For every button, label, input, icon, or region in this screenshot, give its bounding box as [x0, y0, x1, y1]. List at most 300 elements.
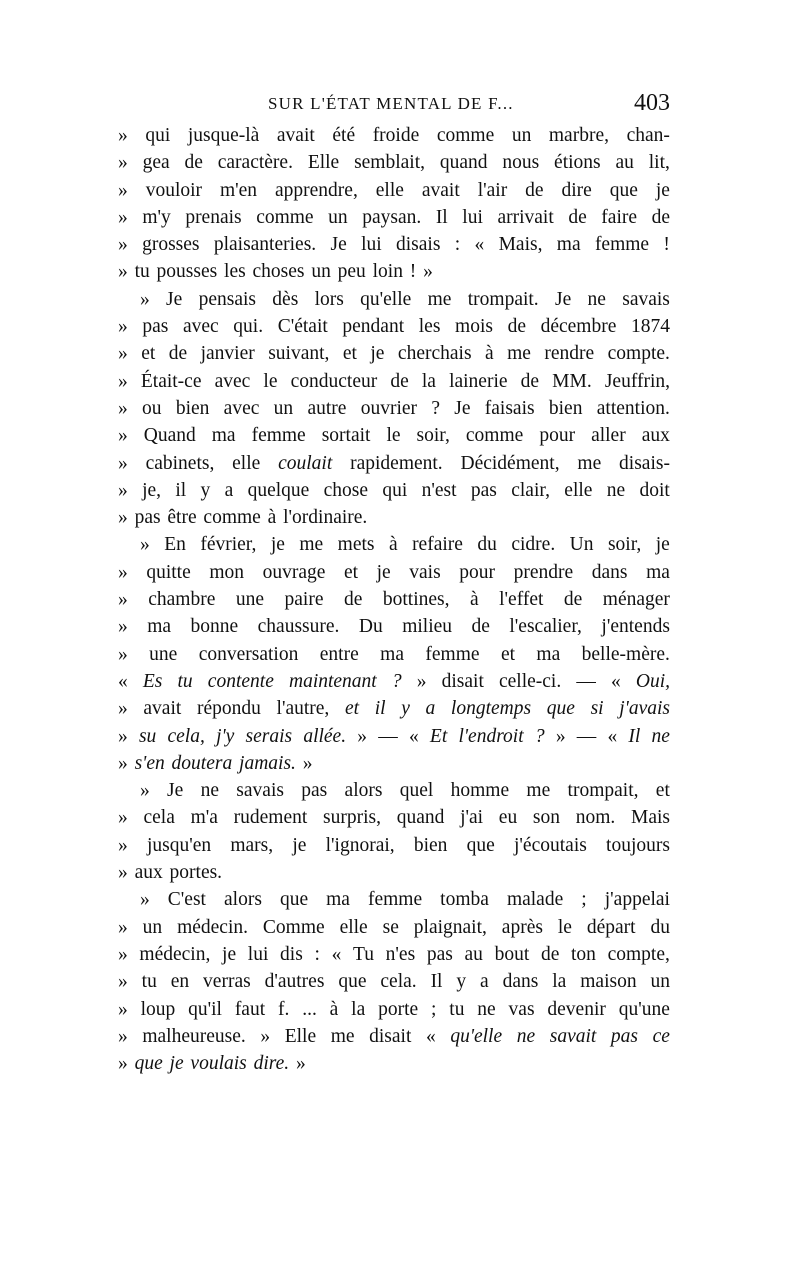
word: mon [209, 561, 244, 583]
word: « [331, 943, 342, 965]
word: arrivait [497, 206, 554, 228]
word: son [532, 807, 561, 829]
word: » [118, 807, 128, 829]
word: de [520, 370, 540, 392]
word: » [118, 1053, 128, 1075]
word: « [474, 234, 485, 256]
word: » [118, 971, 128, 993]
italic-word: que [134, 1053, 163, 1075]
word: et [141, 343, 156, 365]
word: à [469, 589, 479, 611]
word: MM. [552, 370, 592, 392]
word: avait [143, 698, 182, 720]
word: ouvrier [360, 397, 418, 419]
word: femme [367, 889, 423, 911]
word: » [118, 916, 128, 938]
word: Elle [284, 1025, 317, 1047]
word: » [118, 343, 128, 365]
text-line [118, 313, 670, 340]
text-line [118, 122, 670, 149]
word: je [270, 534, 285, 556]
word: alors [224, 889, 262, 911]
word: après [501, 916, 543, 938]
word: disais [396, 234, 441, 256]
word: » [118, 316, 128, 338]
word: les [224, 261, 246, 283]
word: ma [211, 425, 236, 447]
word: janvier [200, 343, 255, 365]
word: qui. [233, 316, 264, 338]
word: entre [319, 643, 359, 665]
word: bien [413, 834, 448, 856]
word: la [552, 971, 567, 993]
word: que [609, 179, 638, 201]
word: une [235, 589, 265, 611]
word: avec [214, 370, 251, 392]
word: lit, [648, 152, 670, 174]
word: de [525, 179, 544, 201]
text-line [118, 968, 670, 995]
word: » [423, 261, 433, 283]
word: l'autre, [276, 698, 330, 720]
word: et [500, 643, 516, 665]
word: une [149, 643, 178, 665]
word: » [118, 125, 128, 146]
text-line [118, 804, 670, 831]
italic-word: que [546, 698, 575, 720]
word: ne [200, 780, 219, 802]
word: départ [586, 916, 636, 938]
word: : [314, 943, 320, 965]
word: me [526, 780, 551, 802]
word: dire [561, 179, 592, 201]
word: vais [409, 561, 441, 583]
word: gea [142, 152, 170, 174]
word: j'entends [601, 616, 670, 638]
word: nom. [575, 807, 616, 829]
word: bout [494, 943, 530, 965]
italic-word: dire. [253, 1053, 290, 1075]
word: disait [369, 1025, 412, 1047]
word: ; [581, 889, 587, 911]
text-line [118, 832, 670, 859]
word: » [118, 589, 128, 611]
word: Mais [631, 807, 670, 829]
italic-word: longtemps [450, 698, 532, 720]
text-line [118, 914, 670, 941]
word: médecin, [139, 943, 211, 965]
word: et [343, 561, 359, 583]
text-line [118, 996, 670, 1023]
word: Elle [307, 152, 340, 174]
word: devenir [547, 998, 606, 1020]
word: celle-ci. [498, 670, 562, 692]
word: ... [302, 998, 317, 1020]
word: quitte [146, 561, 191, 583]
word: un [142, 916, 163, 938]
word: l'ignorai, [325, 834, 395, 856]
word: pousses [156, 261, 218, 283]
word: se [382, 916, 399, 938]
word: elle [339, 916, 368, 938]
word: du [477, 534, 497, 556]
word: disais- [619, 452, 670, 474]
word: j'ai [460, 807, 484, 829]
italic-word: savait [549, 1025, 597, 1047]
word: » [140, 889, 150, 911]
word: la [351, 998, 366, 1020]
word: » [118, 725, 128, 747]
word: chaussure. [257, 616, 340, 638]
italic-word: jamais. [239, 752, 296, 774]
word: toujours [606, 834, 670, 856]
word: qu'elle [360, 288, 412, 310]
word: attention. [596, 397, 670, 419]
word: Jeuffrin, [604, 370, 670, 392]
word: » [118, 452, 128, 474]
word: Mais, [498, 234, 543, 256]
word: vas [508, 998, 535, 1020]
word: me [330, 1025, 355, 1047]
word: Était-ce [140, 370, 202, 392]
word: décembre [540, 316, 617, 338]
word: autre [307, 397, 347, 419]
word: de [343, 589, 363, 611]
text-line [118, 422, 670, 449]
word: de [540, 943, 560, 965]
word: quel [399, 780, 434, 802]
word: cela. [380, 971, 417, 993]
word: ouvrage [262, 561, 326, 583]
word: Du [358, 616, 383, 638]
word: » [140, 534, 150, 556]
word: l'escalier, [509, 616, 582, 638]
text-line [118, 149, 670, 176]
word: de [471, 616, 490, 638]
word: » [416, 670, 427, 692]
word: cherchais [397, 343, 472, 365]
word: aller [591, 425, 626, 447]
word: et [342, 343, 357, 365]
word: refaire [412, 534, 463, 556]
text-line [118, 177, 670, 204]
italic-word: et [344, 698, 360, 720]
word: » [118, 152, 128, 174]
word: aux [641, 425, 670, 447]
word: au [615, 152, 634, 174]
word: » [118, 479, 128, 501]
word: compte, [607, 943, 670, 965]
text-line [118, 695, 670, 722]
text-line [118, 1050, 670, 1077]
word: y [200, 479, 211, 501]
word: conducteur [290, 370, 378, 392]
word: prendre [513, 561, 574, 583]
italic-word: voulais [190, 1053, 247, 1075]
word: grosses [142, 234, 200, 256]
word: comme [256, 206, 314, 228]
word: Il [435, 206, 448, 228]
word: » [118, 1025, 128, 1047]
italic-word: j'y [216, 725, 235, 747]
word: bottines, [382, 589, 450, 611]
word: un [511, 125, 532, 146]
word: lainerie [449, 370, 508, 392]
word: dans [591, 561, 628, 583]
word: a [224, 479, 234, 501]
word: pendant [342, 316, 405, 338]
word: l'effet [499, 589, 544, 611]
word: cidre. [511, 534, 556, 556]
italic-word: tu [177, 670, 193, 692]
word: a [480, 971, 489, 993]
word: bien [175, 397, 210, 419]
body-text [118, 122, 670, 1077]
word: dès [272, 288, 299, 310]
word: je [376, 561, 391, 583]
word: ne [587, 288, 606, 310]
word: choses [252, 261, 305, 283]
word: froide [372, 125, 420, 146]
word: faut [234, 998, 266, 1020]
word: à [485, 343, 494, 365]
word: le [263, 370, 278, 392]
text-line [118, 859, 670, 886]
word: » [118, 507, 128, 529]
word: cabinets, [145, 452, 215, 474]
word: prenais [185, 206, 242, 228]
word: soir, [416, 425, 450, 447]
word: quelque [247, 479, 310, 501]
word: Quand [143, 425, 196, 447]
word: » [118, 370, 128, 392]
text-line [118, 586, 670, 613]
word: ou [142, 397, 162, 419]
word: sortait [321, 425, 371, 447]
word: les [418, 316, 441, 338]
word: pas [301, 780, 328, 802]
word: le [386, 425, 401, 447]
word: quand [396, 807, 445, 829]
word: je [655, 534, 670, 556]
text-line [118, 340, 670, 367]
word: m'a [190, 807, 218, 829]
text-line [118, 750, 670, 777]
word: trompait. [467, 288, 539, 310]
word: étions [554, 152, 601, 174]
word: » [118, 397, 128, 419]
word: du [650, 916, 670, 938]
word: femme [425, 643, 480, 665]
word: à [267, 507, 277, 529]
word: mars, [230, 834, 274, 856]
word: quand [439, 152, 488, 174]
word: » [118, 943, 128, 965]
word: chambre [148, 589, 216, 611]
word: f. [277, 998, 290, 1020]
word: nous [502, 152, 540, 174]
word: Il [430, 971, 443, 993]
word: En [164, 534, 186, 556]
word: maison [580, 971, 637, 993]
word: d'autres [264, 971, 325, 993]
word: qui [382, 479, 408, 501]
word: clair, [511, 479, 550, 501]
word: qui [145, 125, 171, 146]
running-header [0, 92, 800, 126]
word: C'était [277, 316, 328, 338]
word: caractère. [217, 152, 293, 174]
word: jusqu'en [146, 834, 212, 856]
italic-word: ne [516, 1025, 536, 1047]
word: y [456, 971, 467, 993]
word: elle [375, 179, 404, 201]
word: ! [663, 234, 670, 256]
text-line [118, 1023, 670, 1050]
word: » [140, 780, 150, 802]
italic-word: contente [207, 670, 274, 692]
word: malade [506, 889, 564, 911]
word: milieu [402, 616, 453, 638]
word: pas [470, 479, 497, 501]
text-line [118, 613, 670, 640]
word: bonne [190, 616, 239, 638]
word: « [425, 1025, 436, 1047]
word: tomba [440, 889, 489, 911]
text-line [118, 559, 670, 586]
word: homme [450, 780, 510, 802]
text-line [118, 477, 670, 504]
word: qu'une [618, 998, 670, 1020]
word: à [329, 998, 339, 1020]
word: faisais [484, 397, 535, 419]
word: » [118, 425, 128, 447]
text-line [118, 504, 670, 531]
word: » [118, 179, 128, 201]
word: de [184, 152, 203, 174]
word: que [279, 889, 309, 911]
word: dans [502, 971, 539, 993]
word: que [338, 971, 367, 993]
word: Je [330, 234, 347, 256]
word: avait [421, 179, 460, 201]
italic-word: qu'elle [450, 1025, 503, 1047]
word: ne [477, 998, 496, 1020]
word: la [421, 370, 436, 392]
word: au [464, 943, 483, 965]
italic-word: s'en [134, 752, 165, 774]
word: ma [380, 643, 404, 665]
running-title: SUR L'ÉTAT MENTAL DE F... [268, 94, 514, 113]
italic-word: cela, [167, 725, 205, 747]
word: Je [167, 780, 184, 802]
word: un [311, 261, 331, 283]
word: » [140, 288, 150, 310]
text-line [118, 258, 670, 285]
word: malheureuse. [142, 1025, 246, 1047]
word: faire [601, 206, 638, 228]
word: » [302, 752, 313, 774]
italic-word: doutera [171, 752, 233, 774]
word: femme [594, 234, 650, 256]
word: de [568, 206, 587, 228]
word: porte [378, 998, 419, 1020]
word: que [466, 834, 495, 856]
word: doit [639, 479, 670, 501]
word: l'air [477, 179, 508, 201]
word: n'es [385, 943, 416, 965]
text-line [118, 886, 670, 913]
word: — [378, 725, 398, 747]
page-number: 403 [634, 90, 670, 116]
text-line [118, 204, 670, 231]
word: en [170, 971, 190, 993]
word: » [118, 862, 128, 884]
word: loin [372, 261, 403, 283]
word: ma [147, 616, 172, 638]
word: je [222, 943, 237, 965]
word: « [408, 725, 419, 747]
word: m'en [219, 179, 258, 201]
word: tu [449, 998, 465, 1020]
word: être [167, 507, 197, 529]
word: » [357, 725, 368, 747]
word: Je [166, 288, 183, 310]
word: ménager [602, 589, 670, 611]
word: 1874 [631, 316, 670, 338]
word: — [576, 670, 596, 692]
word: me [507, 343, 531, 365]
word: Décidément, [460, 452, 560, 474]
word: tu [134, 261, 150, 283]
word: ne [606, 479, 626, 501]
word: de [168, 343, 188, 365]
word: paysan. [362, 206, 422, 228]
italic-word: su [138, 725, 157, 747]
word: un [650, 971, 670, 993]
word: répondu [196, 698, 261, 720]
word: j'appelai [604, 889, 670, 911]
italic-word: allée. [303, 725, 347, 747]
italic-word: l'endroit [458, 725, 524, 747]
word: vouloir [145, 179, 203, 201]
word: surpris, [323, 807, 381, 829]
italic-word: Il [628, 725, 641, 747]
word: semblait, [354, 152, 426, 174]
italic-word: y [401, 698, 410, 720]
word: loup [140, 998, 176, 1020]
word: compte. [607, 343, 670, 365]
word: un [328, 206, 348, 228]
word: Je [554, 288, 572, 310]
word: me [427, 288, 452, 310]
word: » [118, 616, 128, 638]
word: comme [436, 125, 495, 146]
word: de [563, 589, 583, 611]
italic-word: pas [610, 1025, 639, 1047]
word: savais [622, 288, 670, 310]
italic-word: si [590, 698, 604, 720]
text-line [118, 395, 670, 422]
word: comme [465, 425, 524, 447]
word: » [295, 1053, 306, 1075]
word: ! [409, 261, 417, 283]
italic-word: je [169, 1053, 184, 1075]
word: pensais [198, 288, 256, 310]
italic-word: ? [534, 725, 545, 747]
word: ma [556, 234, 581, 256]
word: je [370, 343, 385, 365]
